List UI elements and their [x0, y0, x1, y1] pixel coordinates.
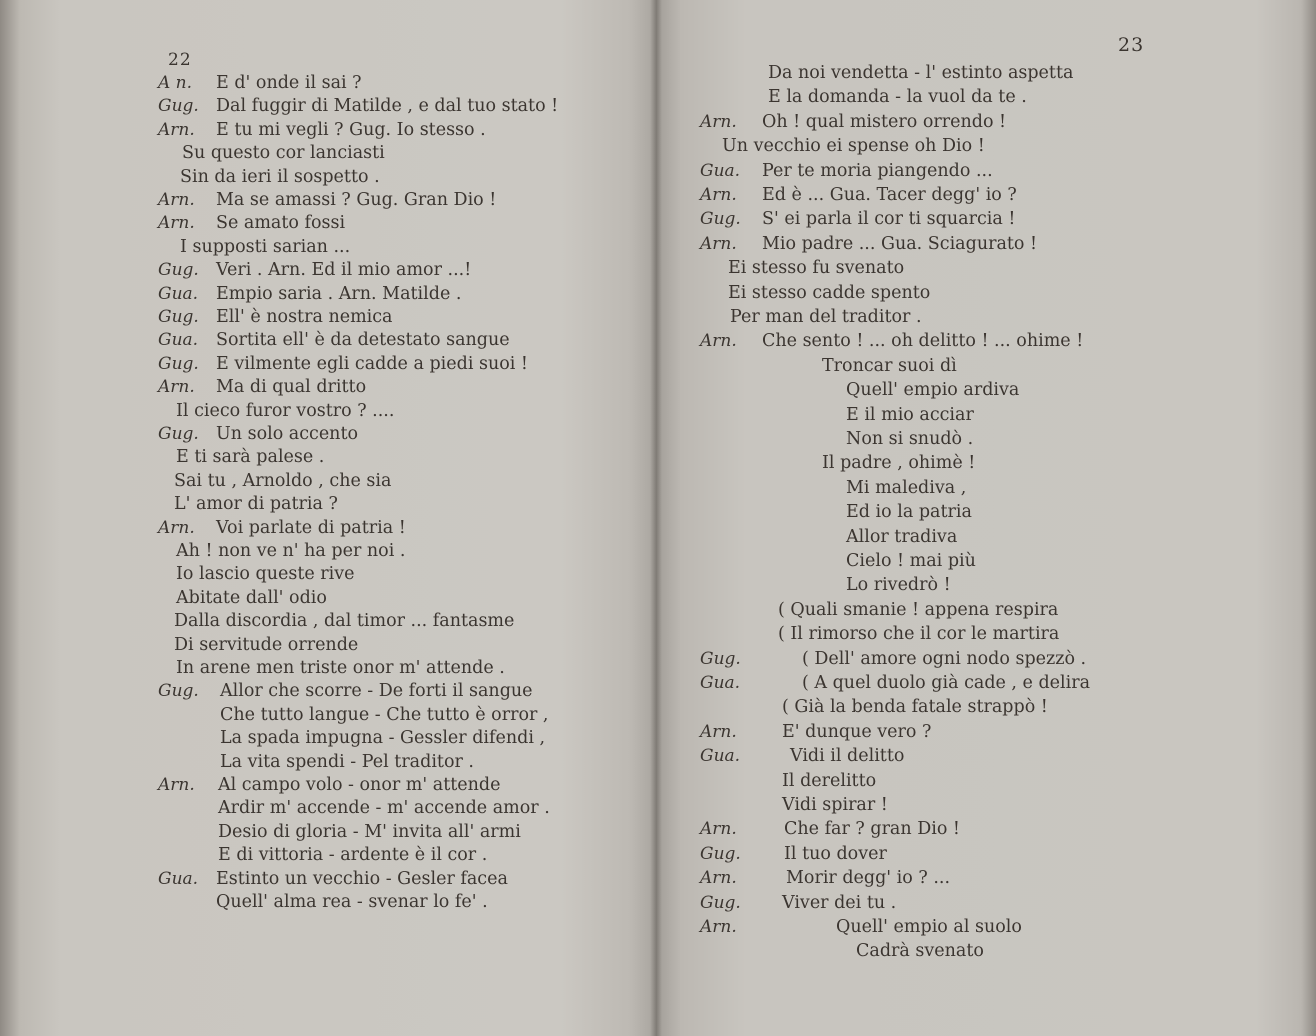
- speaker-label: Gug.: [158, 96, 199, 117]
- verse-text: ( Già la benda fatale strappò !: [782, 697, 1048, 718]
- speaker-label: Arn.: [158, 213, 195, 234]
- verse-text: Se amato fossi: [216, 213, 346, 234]
- speaker-label: Gua.: [700, 160, 741, 181]
- verse-text: I supposti sarian ...: [180, 236, 351, 257]
- verse-text: Vidi il delitto: [790, 746, 905, 767]
- verse-text: E tu mi vegli ? Gug. Io stesso .: [216, 119, 486, 140]
- verse-text: Vidi spirar !: [782, 795, 888, 815]
- verse-text: Ed io la patria: [846, 502, 972, 523]
- verse-text: ( Dell' amore ogni nodo spezzò .: [802, 648, 1087, 669]
- book-gutter: [650, 0, 662, 1036]
- verse-text: ( Il rimorso che il cor le martira: [778, 624, 1060, 645]
- verse-text: Per te moria piangendo ...: [762, 160, 993, 181]
- verse-text: Ah ! non ve n' ha per noi .: [176, 541, 406, 561]
- verse-text: La spada impugna - Gessler difendi ,: [220, 728, 546, 749]
- verse-text: Mi malediva ,: [846, 477, 967, 498]
- speaker-label: Gug.: [158, 353, 199, 374]
- verse-text: Dal fuggir di Matilde , e dal tuo stato !: [216, 96, 559, 117]
- verse-text: In arene men triste onor m' attende .: [176, 658, 505, 678]
- speaker-label: Arn.: [700, 111, 737, 132]
- speaker-label: Arn.: [700, 819, 737, 840]
- verse-text: Morir degg' io ? ...: [786, 868, 951, 889]
- speaker-label: Arn.: [158, 190, 195, 210]
- verse-text: Allor che scorre - De forti il sangue: [220, 681, 533, 702]
- speaker-label: Arn.: [700, 233, 737, 254]
- verse-text: Il cieco furor vostro ? ....: [176, 400, 395, 421]
- speaker-label: Gua.: [700, 746, 741, 767]
- speaker-label: Gug.: [158, 681, 199, 702]
- verse-text: Sai tu , Arnoldo , che sia: [174, 470, 392, 491]
- verse-text: Oh ! qual mistero orrendo !: [762, 111, 1007, 132]
- verse-text: Voi parlate di patria !: [216, 517, 406, 538]
- verse-text: ( Quali smanie ! appena respira: [778, 599, 1059, 620]
- verse-text: Il padre , ohimè !: [822, 453, 976, 474]
- verse-text: Troncar suoi dì: [822, 355, 957, 376]
- speaker-label: Gua.: [158, 330, 199, 351]
- verse-text: Io lascio queste rive: [176, 564, 355, 585]
- verse-text: L' amor di patria ?: [174, 494, 338, 515]
- verse-text: Su questo cor lanciasti: [182, 143, 385, 164]
- speaker-label: Gua.: [158, 283, 199, 304]
- verse-text: E vilmente egli cadde a piedi suoi !: [216, 353, 528, 374]
- speaker-label: Gug.: [700, 843, 741, 864]
- verse-text: Da noi vendetta - l' estinto aspetta: [768, 63, 1074, 83]
- verse-text: Il tuo dover: [784, 843, 887, 864]
- verse-text: Sin da ieri il sospetto .: [180, 166, 380, 187]
- verse-text: Per man del traditor .: [730, 307, 922, 327]
- verse-text: Estinto un vecchio - Gesler facea: [216, 868, 508, 889]
- verse-text: Non si snudò .: [846, 429, 974, 449]
- verse-text: Abitate dall' odio: [176, 587, 327, 608]
- verse-text: Il derelitto: [782, 770, 877, 791]
- verse-text: ( A quel duolo già cade , e delira: [802, 673, 1091, 693]
- left-page: [0, 0, 656, 1036]
- verse-text: Allor tradiva: [846, 526, 958, 547]
- verse-text: Sortita ell' è da detestato sangue: [216, 330, 510, 351]
- speaker-label: Gua.: [700, 673, 741, 693]
- speaker-label: Gug.: [158, 424, 199, 444]
- verse-text: Ed è ... Gua. Tacer degg' io ?: [762, 185, 1017, 205]
- speaker-label: Arn.: [700, 185, 737, 205]
- verse-text: E il mio acciar: [846, 404, 974, 425]
- speaker-label: Gug.: [700, 648, 741, 669]
- verse-text: Empio saria . Arn. Matilde .: [216, 283, 462, 304]
- verse-text: Mio padre ... Gua. Sciagurato !: [762, 233, 1038, 254]
- speaker-label: Gug.: [700, 892, 741, 913]
- speaker-label: A n.: [158, 73, 193, 93]
- verse-text: Un solo accento: [216, 424, 359, 444]
- verse-text: Ardir m' accende - m' accende amor .: [218, 798, 550, 819]
- verse-text: E di vittoria - ardente è il cor .: [218, 845, 488, 866]
- verse-text: Cielo ! mai più: [846, 551, 976, 571]
- verse-text: Che sento ! ... oh delitto ! ... ohime !: [762, 331, 1084, 352]
- speaker-label: Gua.: [158, 868, 199, 889]
- speaker-label: Arn.: [158, 119, 195, 140]
- verse-text: Quell' empio ardiva: [846, 380, 1020, 401]
- speaker-label: Arn.: [700, 331, 737, 352]
- verse-text: Desio di gloria - M' invita all' armi: [218, 821, 521, 842]
- verse-text: Ei stesso cadde spento: [728, 282, 931, 303]
- speaker-label: Arn.: [700, 721, 737, 742]
- right-page: [656, 0, 1316, 1036]
- verse-text: La vita spendi - Pel traditor .: [220, 751, 474, 772]
- verse-text: Ei stesso fu svenato: [728, 258, 905, 279]
- verse-text: Veri . Arn. Ed il mio amor ...!: [216, 260, 472, 281]
- verse-text: Cadrà svenato: [856, 941, 984, 962]
- speaker-label: Arn.: [700, 917, 737, 937]
- verse-text: Quell' alma rea - svenar lo fe' .: [216, 892, 488, 912]
- page-number: 22: [168, 50, 192, 70]
- speaker-label: Gug.: [158, 260, 199, 281]
- verse-text: Un vecchio ei spense oh Dio !: [722, 136, 985, 157]
- verse-text: E ti sarà palese .: [176, 447, 325, 468]
- verse-text: Ma se amassi ? Gug. Gran Dio !: [216, 190, 497, 210]
- verse-text: Quell' empio al suolo: [836, 917, 1022, 937]
- speaker-label: Arn.: [158, 775, 195, 795]
- speaker-label: Arn.: [700, 868, 737, 889]
- verse-text: Al campo volo - onor m' attende: [218, 775, 501, 795]
- verse-text: E d' onde il sai ?: [216, 73, 362, 93]
- verse-text: E la domanda - la vuol da te .: [768, 87, 1027, 108]
- verse-text: Che tutto langue - Che tutto è orror ,: [220, 704, 549, 725]
- verse-text: Dalla discordia , dal timor ... fantasme: [174, 611, 515, 632]
- page-number: 23: [1118, 34, 1145, 56]
- speaker-label: Arn.: [158, 377, 195, 398]
- verse-text: Viver dei tu .: [782, 892, 897, 913]
- speaker-label: Gug.: [700, 209, 741, 230]
- verse-text: E' dunque vero ?: [782, 721, 932, 742]
- verse-text: Lo rivedrò !: [846, 575, 951, 596]
- verse-text: S' ei parla il cor ti squarcia !: [762, 209, 1016, 230]
- speaker-label: Gug.: [158, 307, 199, 327]
- verse-text: Di servitude orrende: [174, 634, 359, 655]
- speaker-label: Arn.: [158, 517, 195, 538]
- verse-text: Ma di qual dritto: [216, 377, 367, 398]
- verse-text: Che far ? gran Dio !: [784, 819, 960, 840]
- verse-text: Ell' è nostra nemica: [216, 307, 393, 327]
